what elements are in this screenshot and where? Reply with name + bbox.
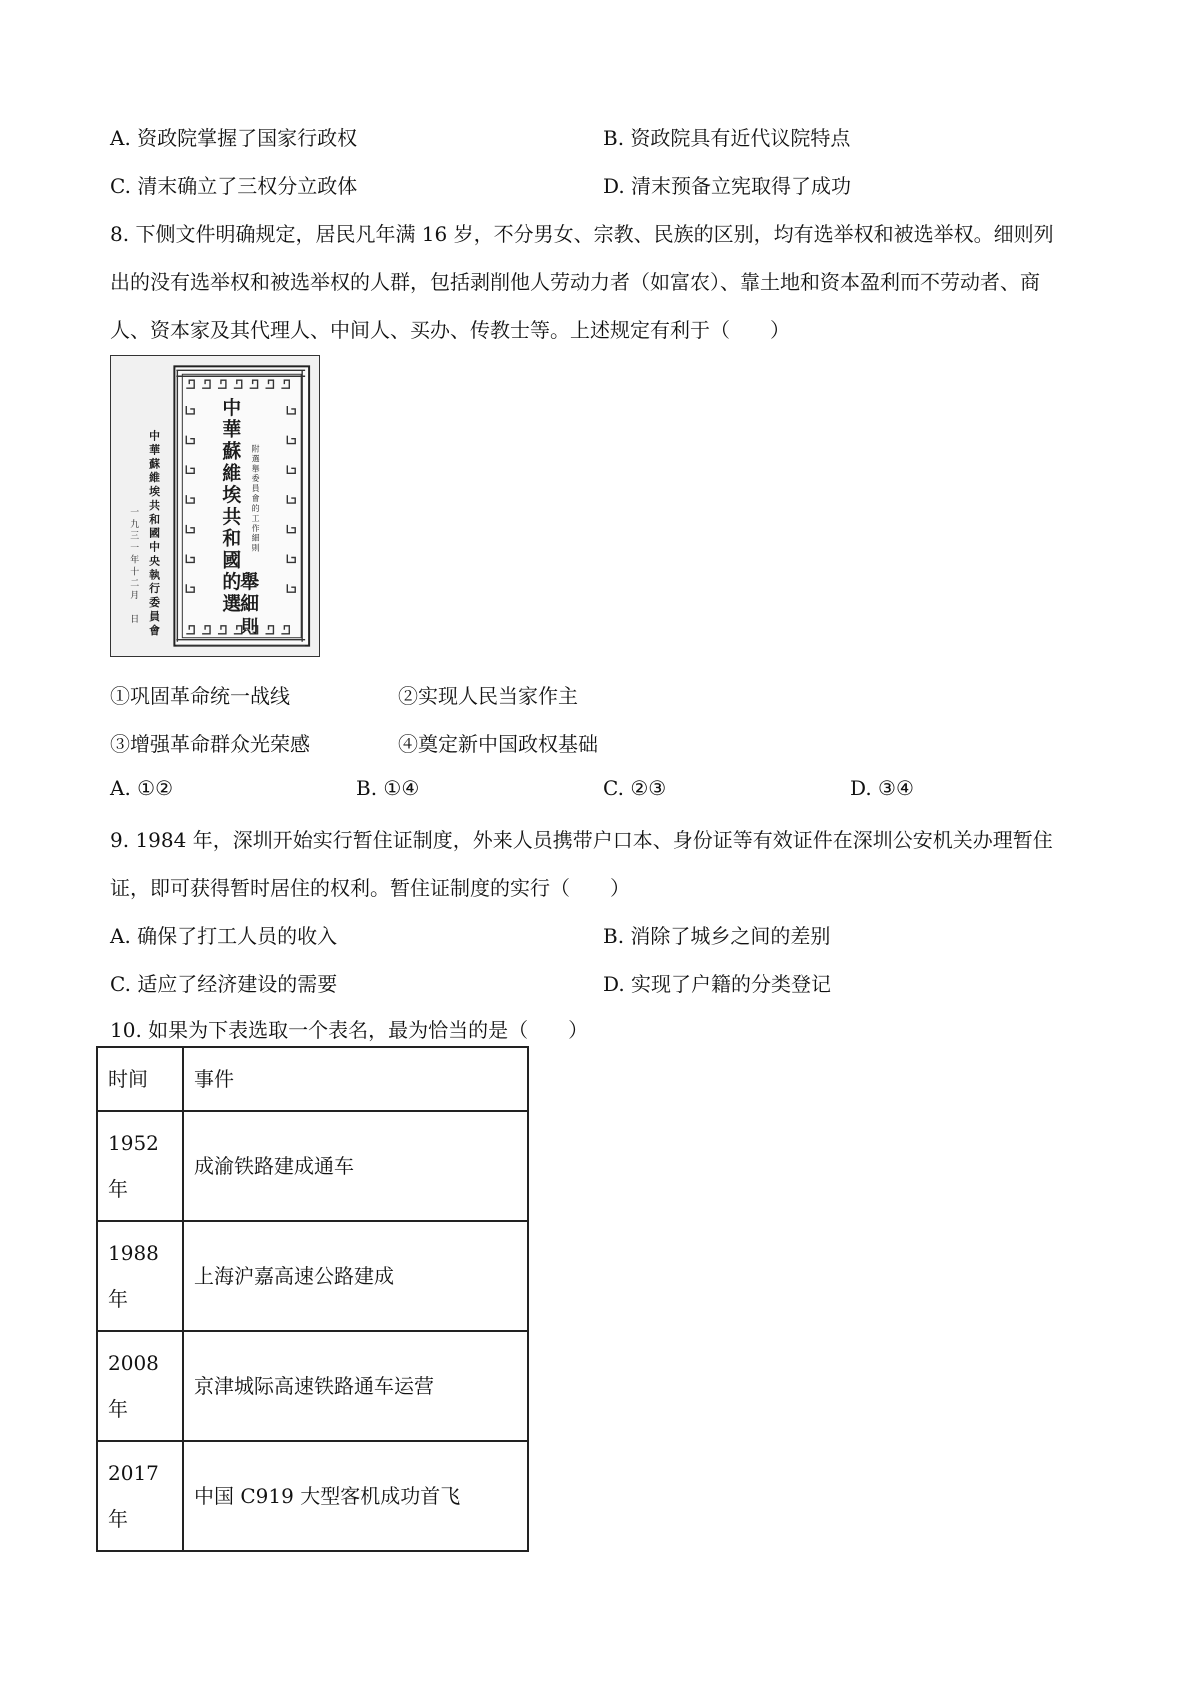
year-number: 2008 [108, 1351, 159, 1375]
svg-text:日: 日 [130, 614, 140, 625]
table-cell-event: 成渝铁路建成通车 [183, 1111, 528, 1221]
svg-text:埃: 埃 [149, 485, 161, 499]
table-cell-event: 中国 C919 大型客机成功首飞 [183, 1441, 528, 1551]
q8-stem-line: 出的没有选举权和被选举权的人群，包括剥削他人劳动力者（如富农）、靠土地和资本盈利而不劳动者、商 [110, 270, 1040, 294]
q8-statement: ④奠定新中国政权基础 [398, 732, 598, 756]
svg-text:中: 中 [149, 429, 161, 443]
q7-option-a: A. 资政院掌握了国家行政权 [110, 126, 358, 150]
year-number: 1952 [108, 1131, 159, 1155]
q9-option-a: A. 确保了打工人员的收入 [110, 924, 338, 948]
svg-text:會: 會 [149, 623, 161, 637]
q9-stem-line: 9. 1984 年，深圳开始实行暂住证制度，外来人员携带户口本、身份证等有效证件在深圳公安机关办理暂住 [110, 828, 1053, 852]
svg-text:中: 中 [149, 540, 161, 554]
table-cell-event: 京津城际高速铁路通车运营 [183, 1331, 528, 1441]
table-row [97, 1221, 528, 1331]
svg-text:十: 十 [130, 567, 140, 578]
q8-option-a: A. ①② [110, 776, 174, 800]
svg-text:華: 華 [222, 418, 242, 441]
q8-statement: ②实现人民当家作主 [398, 684, 578, 708]
table-cell-time [97, 1221, 183, 1331]
svg-text:選: 選 [251, 454, 260, 464]
svg-text:附: 附 [251, 444, 260, 454]
election-rules-document-image [110, 355, 320, 657]
table-cell-time [97, 1441, 183, 1551]
q8-option-b: B. ①④ [356, 776, 420, 800]
q10-stem: 10. 如果为下表选取一个表名，最为恰当的是（ ） [110, 1018, 589, 1042]
svg-text:的: 的 [222, 571, 242, 594]
svg-text:中: 中 [222, 396, 242, 419]
svg-text:行: 行 [149, 582, 161, 596]
svg-text:則: 則 [241, 615, 259, 636]
q8-option-d: D. ③④ [850, 776, 914, 800]
table-cell-time [97, 1111, 183, 1221]
svg-text:九: 九 [130, 519, 140, 530]
table-header-row [97, 1047, 528, 1111]
q7-option-b: B. 资政院具有近代议院特点 [603, 126, 851, 150]
q8-stem-line: 人、资本家及其代理人、中间人、买办、传教士等。上述规定有利于（ ） [110, 318, 790, 342]
q9-option-d: D. 实现了户籍的分类登记 [603, 972, 832, 996]
svg-text:委: 委 [149, 596, 161, 610]
svg-text:一: 一 [130, 543, 140, 554]
svg-text:一: 一 [130, 507, 140, 518]
year-unit: 年 [108, 1507, 128, 1531]
svg-text:維: 維 [222, 462, 242, 485]
table-cell-event: 上海沪嘉高速公路建成 [183, 1221, 528, 1331]
svg-text:年: 年 [130, 555, 140, 566]
svg-text:三: 三 [130, 531, 140, 542]
year-number: 1988 [108, 1241, 159, 1265]
year-unit: 年 [108, 1397, 128, 1421]
svg-text:舉: 舉 [240, 571, 260, 594]
q9-stem-line: 证，即可获得暂时居住的权利。暂住证制度的实行（ ） [110, 876, 630, 900]
svg-text:蘇: 蘇 [222, 440, 242, 463]
table-row [97, 1441, 528, 1551]
svg-text:舉: 舉 [251, 464, 260, 474]
svg-text:月: 月 [130, 591, 140, 602]
svg-text:執: 執 [149, 568, 161, 582]
q8-statement: ①巩固革命统一战线 [110, 684, 290, 708]
events-table [96, 1046, 529, 1552]
svg-text:選: 選 [222, 593, 242, 615]
svg-text:和: 和 [149, 512, 161, 526]
q8-stem-line: 8. 下侧文件明确规定，居民凡年满 16 岁，不分男女、宗教、民族的区别，均有选举权和被选举权。细则列 [110, 222, 1054, 246]
svg-text:的: 的 [251, 503, 260, 513]
q9-option-b: B. 消除了城乡之间的差别 [603, 924, 831, 948]
year-unit: 年 [108, 1287, 128, 1311]
year-unit: 年 [108, 1177, 128, 1201]
svg-text:華: 華 [149, 443, 161, 457]
svg-text:細: 細 [240, 593, 260, 615]
table-row [97, 1331, 528, 1441]
svg-text:和: 和 [222, 527, 242, 550]
svg-text:員: 員 [149, 609, 161, 623]
svg-text:共: 共 [149, 498, 161, 512]
svg-text:埃: 埃 [222, 484, 242, 507]
q7-option-c: C. 清末确立了三权分立政体 [110, 174, 358, 198]
q8-option-c: C. ②③ [603, 776, 667, 800]
table-header-event: 事件 [183, 1047, 528, 1111]
svg-text:會: 會 [251, 494, 260, 504]
svg-text:作: 作 [251, 523, 260, 533]
q8-statement: ③增强革命群众光荣感 [110, 732, 310, 756]
svg-text:國: 國 [222, 549, 242, 572]
svg-text:蘇: 蘇 [149, 457, 161, 471]
year-number: 2017 [108, 1461, 159, 1485]
svg-text:國: 國 [149, 526, 161, 540]
table-header-time: 时间 [97, 1047, 183, 1111]
svg-text:二: 二 [130, 579, 140, 590]
table-cell-time [97, 1331, 183, 1441]
q7-option-d: D. 清末预备立宪取得了成功 [603, 174, 852, 198]
svg-text:共: 共 [222, 505, 242, 528]
svg-text:則: 則 [251, 543, 260, 553]
svg-text:委: 委 [251, 474, 260, 484]
svg-text:細: 細 [251, 533, 260, 543]
svg-text:央: 央 [149, 554, 161, 568]
q9-option-c: C. 适应了经济建设的需要 [110, 972, 338, 996]
svg-text:維: 維 [149, 471, 161, 485]
svg-text:工: 工 [251, 513, 260, 523]
table-row [97, 1111, 528, 1221]
svg-text:員: 員 [251, 484, 260, 494]
